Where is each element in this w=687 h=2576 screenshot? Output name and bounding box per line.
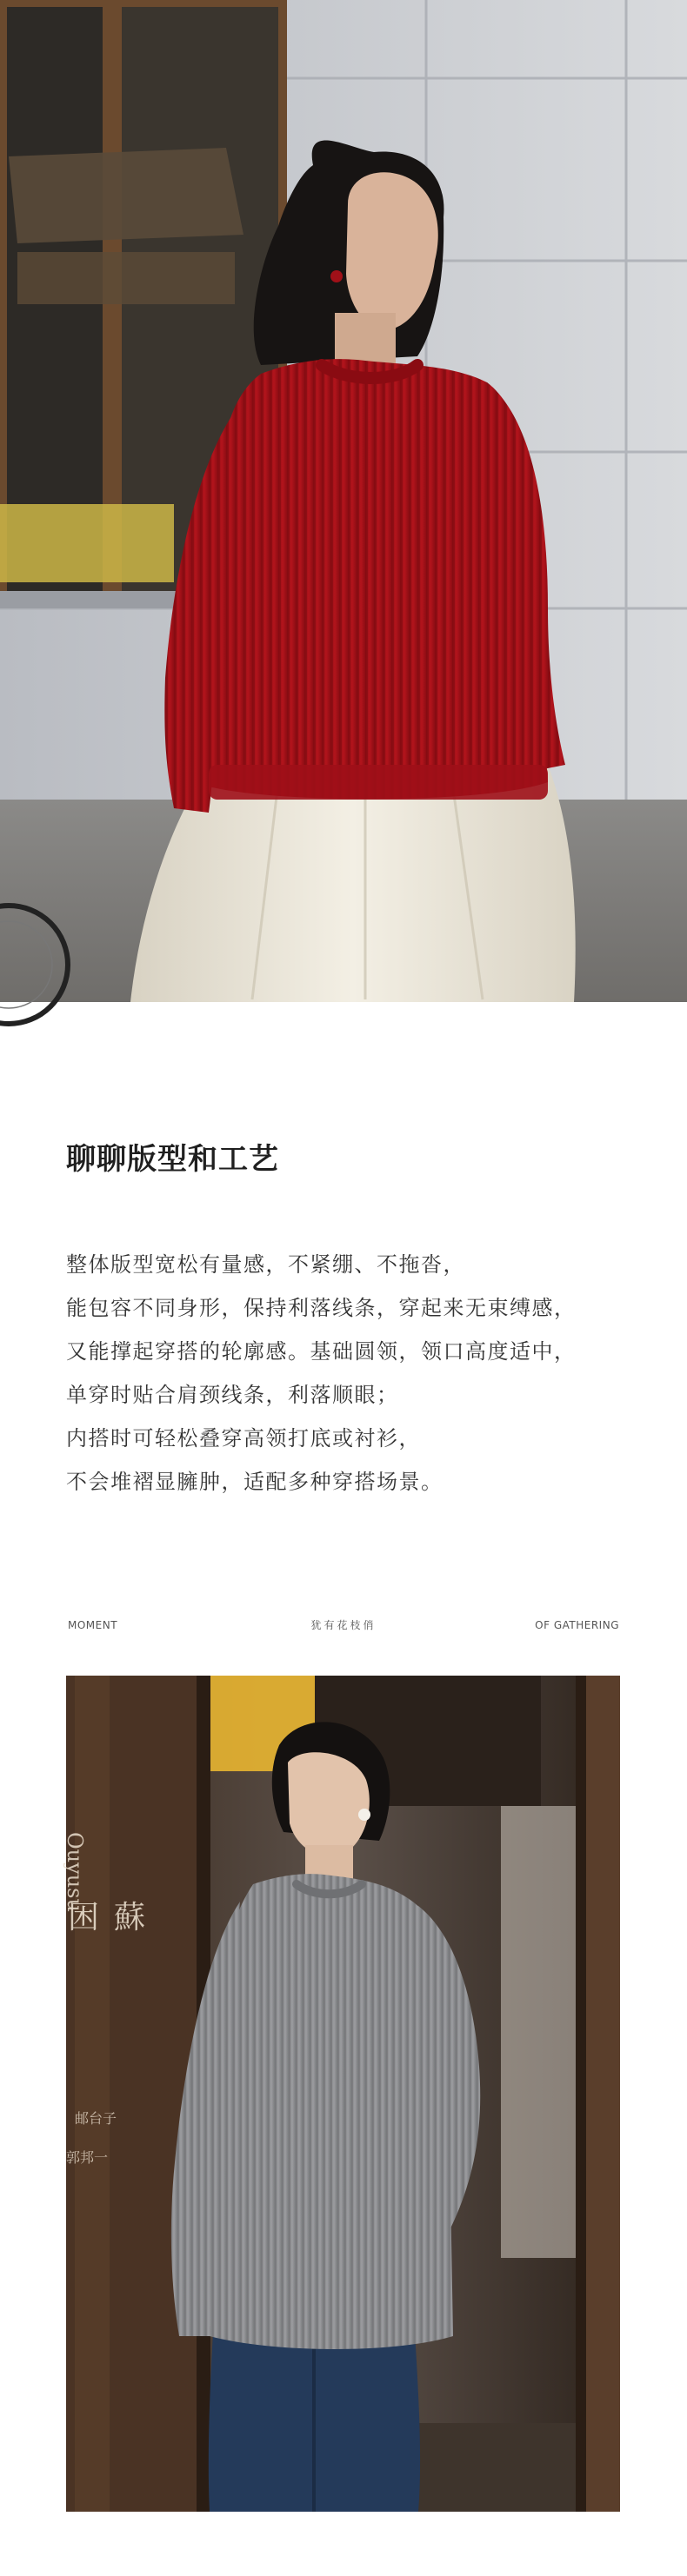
sign-char-a: 困	[68, 1900, 100, 1935]
section-title: 聊聊版型和工艺	[66, 1142, 279, 1177]
caption-row	[68, 1615, 619, 1636]
sign-latin: Ouyusu	[63, 1832, 87, 1912]
caption-right: OF GATHERING	[535, 1619, 619, 1631]
sign-char-b: 蘇	[114, 1900, 146, 1935]
hero-photo	[0, 0, 687, 1002]
description-line: 不会堆褶显臃肿，适配多种穿搭场景。	[66, 1470, 444, 1494]
caption-center: 犹有花枝俏	[310, 1619, 377, 1631]
second-photo-illustration	[63, 1676, 620, 2512]
sign-small-a: 邮台子	[75, 2110, 117, 2127]
description-paragraph	[66, 1243, 623, 1504]
sign-small-b: 郭邦一	[66, 2149, 109, 2166]
description-line: 整体版型宽松有量感，不紧绷、不拖沓，	[66, 1252, 465, 1277]
description-line: 又能撑起穿搭的轮廓感。基础圆领，领口高度适中，	[66, 1339, 577, 1364]
caption-left: MOMENT	[68, 1619, 118, 1631]
second-photo	[63, 1676, 620, 2512]
hero-photo-illustration	[0, 0, 687, 1002]
description-line: 单穿时贴合肩颈线条，利落顺眼；	[66, 1383, 399, 1407]
description-line: 能包容不同身形，保持利落线条，穿起来无束缚感，	[66, 1296, 577, 1320]
description-line: 内搭时可轻松叠穿高领打底或衬衫，	[66, 1426, 421, 1451]
